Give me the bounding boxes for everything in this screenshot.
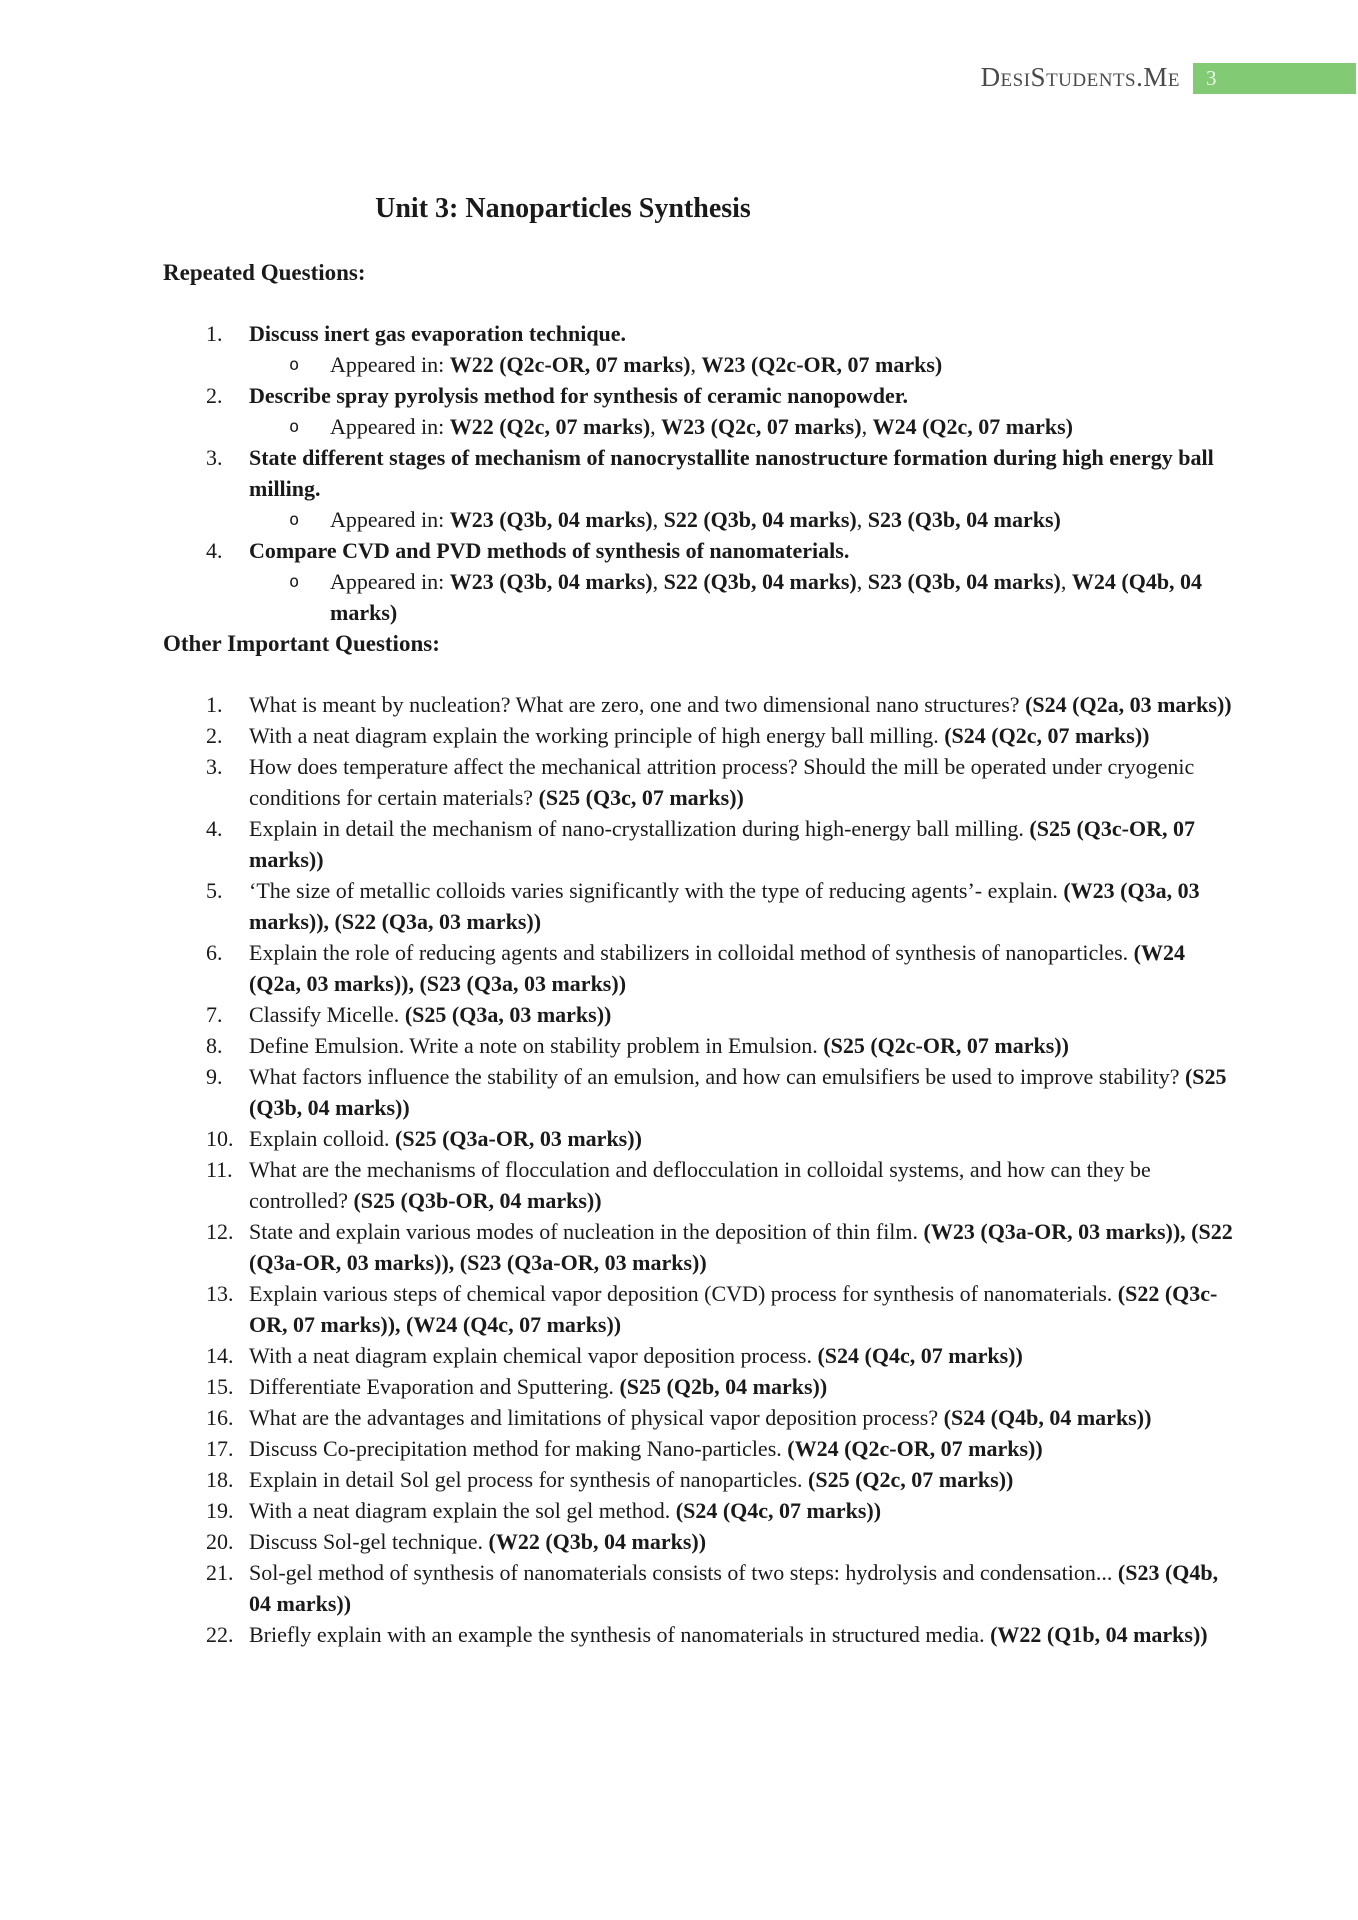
text-segment: ,	[856, 507, 868, 532]
exam-reference: W24 (Q4b, 04 marks)	[330, 569, 1203, 625]
question-item	[163, 442, 1241, 535]
question-item	[163, 937, 1241, 999]
question-text	[249, 1219, 1233, 1275]
question-text	[249, 445, 1214, 501]
item-number: 15.	[206, 1374, 234, 1399]
exam-reference: S23 (Q3b, 04 marks)	[867, 569, 1061, 594]
appearance-text	[330, 507, 1061, 532]
exam-reference: (S22 (Q3c-OR, 07 marks)), (W24 (Q4c, 07 marks))	[249, 1281, 1218, 1337]
exam-reference: Compare CVD and PVD methods of synthesis of nanomaterials.	[249, 538, 850, 563]
question-text	[249, 878, 1200, 934]
text-segment: ,	[861, 414, 873, 439]
item-number: 12.	[206, 1219, 234, 1244]
appearance-line	[249, 566, 1241, 628]
exam-reference: W22 (Q2c, 07 marks)	[449, 414, 651, 439]
question-item	[163, 689, 1241, 720]
page-title: Unit 3: Nanoparticles Synthesis	[375, 193, 751, 224]
question-text	[249, 754, 1194, 810]
text-segment: ,	[650, 414, 662, 439]
item-number: 11.	[206, 1157, 233, 1182]
item-number: 16.	[206, 1405, 234, 1430]
page-header	[0, 58, 1358, 98]
item-number: 3.	[206, 445, 223, 470]
item-number: 7.	[206, 1002, 223, 1027]
question-text	[249, 1157, 1151, 1213]
item-number: 9.	[206, 1064, 223, 1089]
question-item	[163, 999, 1241, 1030]
exam-reference: W23 (Q3b, 04 marks)	[449, 507, 653, 532]
text-segment: ,	[652, 507, 664, 532]
exam-reference: (S25 (Q3a-OR, 03 marks))	[395, 1126, 642, 1151]
question-item	[163, 1030, 1241, 1061]
question-text	[249, 1374, 827, 1399]
text-segment: What factors influence the stability of an emulsion, and how can emulsifiers be used to improve stability?	[249, 1064, 1185, 1089]
text-segment: How does temperature affect the mechanical attrition process? Should the mill be operated under cryogenic conditions for certain materials?	[249, 754, 1195, 810]
exam-reference: State different stages of mechanism of nanocrystallite nanostructure formation during high energy ball milling.	[249, 445, 1214, 501]
text-segment: Explain in detail Sol gel process for synthesis of nanoparticles.	[249, 1467, 809, 1492]
item-number: 17.	[206, 1436, 234, 1461]
item-number: 20.	[206, 1529, 234, 1554]
text-segment: What is meant by nucleation? What are zero, one and two dimensional nano structures?	[249, 692, 1026, 717]
exam-reference: (W22 (Q1b, 04 marks))	[990, 1622, 1208, 1647]
text-segment: Differentiate Evaporation and Sputtering.	[249, 1374, 620, 1399]
text-segment: With a neat diagram explain the sol gel method.	[249, 1498, 676, 1523]
exam-reference: Describe spray pyrolysis method for synthesis of ceramic nanopowder.	[249, 383, 908, 408]
repeated-questions-list	[163, 318, 1241, 628]
text-segment: ,	[690, 352, 702, 377]
question-item	[163, 1557, 1241, 1619]
exam-reference: (W22 (Q3b, 04 marks))	[488, 1529, 707, 1554]
item-number: 21.	[206, 1560, 234, 1585]
circle-bullet-icon: o	[289, 510, 300, 530]
exam-reference: W23 (Q3b, 04 marks)	[449, 569, 653, 594]
item-number: 5.	[206, 878, 223, 903]
exam-reference: (W23 (Q3a, 03 marks)), (S22 (Q3a, 03 marks))	[249, 878, 1200, 934]
text-segment: Explain the role of reducing agents and stabilizers in colloidal method of synthesis of nanoparticles.	[249, 940, 1134, 965]
question-item	[163, 1526, 1241, 1557]
question-item	[163, 1340, 1241, 1371]
text-segment: Briefly explain with an example the synthesis of nanomaterials in structured media.	[249, 1622, 991, 1647]
question-item	[163, 535, 1241, 628]
exam-reference: (S24 (Q2c, 07 marks))	[944, 723, 1150, 748]
document-body	[163, 192, 1241, 1650]
item-number: 1.	[206, 321, 223, 346]
exam-reference: W22 (Q2c-OR, 07 marks)	[449, 352, 691, 377]
question-text	[249, 1622, 1208, 1647]
question-text	[249, 723, 1150, 748]
exam-reference: (S23 (Q4b, 04 marks))	[249, 1560, 1219, 1616]
question-text	[249, 1343, 1023, 1368]
question-text	[249, 1560, 1218, 1616]
exam-reference: (S24 (Q4c, 07 marks))	[817, 1343, 1023, 1368]
question-text	[249, 1467, 1013, 1492]
text-segment: State and explain various modes of nucleation in the deposition of thin film.	[249, 1219, 924, 1244]
exam-reference: (W24 (Q2a, 03 marks)), (S23 (Q3a, 03 marks))	[249, 940, 1185, 996]
question-item	[163, 1123, 1241, 1154]
text-segment: ,	[856, 569, 868, 594]
item-number: 8.	[206, 1033, 223, 1058]
text-segment: ,	[1060, 569, 1072, 594]
question-text	[249, 1436, 1043, 1461]
appearance-text	[330, 414, 1073, 439]
exam-reference: S23 (Q3b, 04 marks)	[867, 507, 1061, 532]
exam-reference: (S25 (Q3c-OR, 07 marks))	[249, 816, 1195, 872]
question-text	[249, 1126, 642, 1151]
text-segment: Appeared in:	[330, 507, 450, 532]
item-number: 18.	[206, 1467, 234, 1492]
text-segment: Define Emulsion. Write a note on stability problem in Emulsion.	[249, 1033, 824, 1058]
text-segment: Discuss Co-precipitation method for making Nano-particles.	[249, 1436, 788, 1461]
question-item	[163, 1371, 1241, 1402]
exam-reference: (S25 (Q3c, 07 marks))	[538, 785, 744, 810]
question-item	[163, 1061, 1241, 1123]
question-item	[163, 1278, 1241, 1340]
exam-reference: (S24 (Q4b, 04 marks))	[943, 1405, 1152, 1430]
site-name: DesiStudents.Me	[980, 62, 1180, 92]
appearance-text	[330, 569, 1202, 625]
exam-reference: W23 (Q2c-OR, 07 marks)	[701, 352, 943, 377]
item-number: 19.	[206, 1498, 234, 1523]
exam-reference: S22 (Q3b, 04 marks)	[663, 569, 857, 594]
circle-bullet-icon: o	[289, 417, 300, 437]
exam-reference: (S25 (Q2b, 04 marks))	[619, 1374, 828, 1399]
question-text	[249, 692, 1232, 717]
appearance-line	[249, 349, 1241, 380]
exam-reference: (S25 (Q3a, 03 marks))	[404, 1002, 612, 1027]
item-number: 10.	[206, 1126, 234, 1151]
text-segment: Appeared in:	[330, 569, 450, 594]
other-important-questions-list	[163, 689, 1241, 1650]
question-item	[163, 751, 1241, 813]
exam-reference: (S25 (Q2c, 07 marks))	[808, 1467, 1014, 1492]
item-number: 3.	[206, 754, 223, 779]
appearance-line	[249, 411, 1241, 442]
question-item	[163, 1216, 1241, 1278]
question-text	[249, 1498, 881, 1523]
appearance-line	[249, 504, 1241, 535]
circle-bullet-icon: o	[289, 572, 300, 592]
question-text	[249, 1002, 611, 1027]
exam-reference: (S24 (Q4c, 07 marks))	[675, 1498, 882, 1523]
exam-reference: W23 (Q2c, 07 marks)	[661, 414, 862, 439]
exam-reference: (S25 (Q3b-OR, 04 marks))	[353, 1188, 602, 1213]
exam-reference: (S24 (Q2a, 03 marks))	[1025, 692, 1232, 717]
item-number: 1.	[206, 692, 223, 717]
text-segment: Explain in detail the mechanism of nano-crystallization during high-energy ball milling.	[249, 816, 1030, 841]
text-segment: Explain various steps of chemical vapor deposition (CVD) process for synthesis of nanomaterials.	[249, 1281, 1118, 1306]
question-text	[249, 816, 1195, 872]
text-segment: Sol-gel method of synthesis of nanomaterials consists of two steps: hydrolysis and condensation...	[249, 1560, 1118, 1585]
text-segment: ,	[652, 569, 664, 594]
question-item	[163, 720, 1241, 751]
question-text	[249, 940, 1185, 996]
text-segment: Classify Micelle.	[249, 1002, 405, 1027]
question-item	[163, 813, 1241, 875]
question-text	[249, 1405, 1151, 1430]
text-segment: What are the advantages and limitations of physical vapor deposition process?	[249, 1405, 944, 1430]
section-heading-repeated-questions: Repeated Questions:	[163, 260, 366, 285]
circle-bullet-icon: o	[289, 355, 300, 375]
question-text	[249, 1033, 1069, 1058]
text-segment: Appeared in:	[330, 414, 450, 439]
item-number: 2.	[206, 723, 223, 748]
exam-reference: (S25 (Q2c-OR, 07 marks))	[823, 1033, 1069, 1058]
text-segment: With a neat diagram explain the working principle of high energy ball milling.	[249, 723, 945, 748]
appearance-text	[330, 352, 942, 377]
question-item	[163, 1154, 1241, 1216]
exam-reference: W24 (Q2c, 07 marks)	[872, 414, 1073, 439]
item-number: 4.	[206, 538, 223, 563]
question-text	[249, 321, 626, 346]
text-segment: ‘The size of metallic colloids varies significantly with the type of reducing agents’- explain.	[249, 878, 1064, 903]
section-heading-other-important-questions: Other Important Questions:	[163, 631, 440, 656]
exam-reference: Discuss inert gas evaporation technique.	[249, 321, 627, 346]
exam-reference: (S25 (Q3b, 04 marks))	[249, 1064, 1227, 1120]
exam-reference: (W24 (Q2c-OR, 07 marks))	[787, 1436, 1043, 1461]
question-item	[163, 875, 1241, 937]
item-number: 22.	[206, 1622, 234, 1647]
question-item	[163, 318, 1241, 380]
item-number: 13.	[206, 1281, 234, 1306]
item-number: 2.	[206, 383, 223, 408]
question-text	[249, 383, 908, 408]
text-segment: With a neat diagram explain chemical vapor deposition process.	[249, 1343, 818, 1368]
question-item	[163, 380, 1241, 442]
question-text	[249, 1529, 706, 1554]
question-item	[163, 1433, 1241, 1464]
question-item	[163, 1619, 1241, 1650]
exam-reference: (W23 (Q3a-OR, 03 marks)), (S22 (Q3a-OR, 03 marks)), (S23 (Q3a-OR, 03 marks))	[249, 1219, 1233, 1275]
text-segment: Explain colloid.	[249, 1126, 396, 1151]
page-number: 3	[1206, 66, 1217, 90]
question-item	[163, 1402, 1241, 1433]
question-item	[163, 1464, 1241, 1495]
item-number: 6.	[206, 940, 223, 965]
exam-reference: S22 (Q3b, 04 marks)	[663, 507, 857, 532]
question-text	[249, 1064, 1227, 1120]
item-number: 14.	[206, 1343, 234, 1368]
page-number-badge	[1193, 63, 1356, 94]
text-segment: Discuss Sol-gel technique.	[249, 1529, 489, 1554]
question-item	[163, 1495, 1241, 1526]
question-text	[249, 1281, 1217, 1337]
question-text	[249, 538, 849, 563]
item-number: 4.	[206, 816, 223, 841]
text-segment: What are the mechanisms of flocculation and deflocculation in colloidal systems, and how can they be controlled?	[249, 1157, 1151, 1213]
text-segment: Appeared in:	[330, 352, 450, 377]
